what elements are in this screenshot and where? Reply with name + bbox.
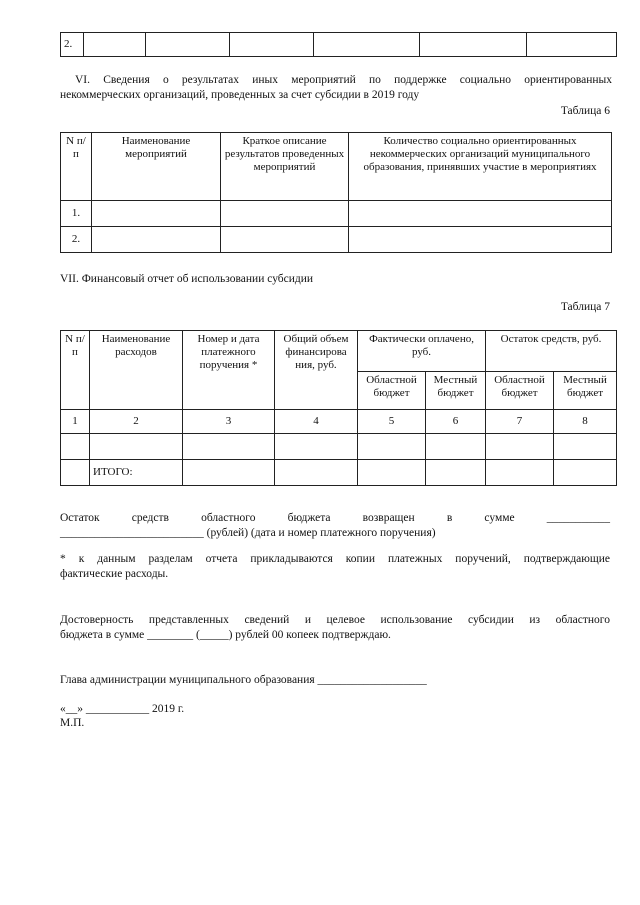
table-cell bbox=[358, 460, 426, 486]
attachments-note-line2: фактические расходы. bbox=[60, 568, 169, 580]
table7-col-number: 8 bbox=[554, 410, 617, 434]
table-cell bbox=[221, 227, 349, 253]
date-line: «__» ___________ 2019 г. bbox=[60, 703, 185, 715]
table-cell bbox=[426, 460, 486, 486]
remainder-returned-line1: Остаток средств областного бюджета возвращен в сумме ___________ bbox=[60, 512, 610, 524]
table-6 bbox=[60, 132, 612, 253]
confirmation-line1: Достоверность представленных сведений и целевое использование субсидии из областного bbox=[60, 614, 610, 626]
table7-col-number: 1 bbox=[61, 410, 90, 434]
table7-header-paid: Фактически оплачено, руб. bbox=[358, 331, 486, 372]
table-cell bbox=[146, 33, 230, 57]
table-cell bbox=[426, 434, 486, 460]
table7-header-remainder: Остаток средств, руб. bbox=[486, 331, 617, 372]
table-cell bbox=[486, 460, 554, 486]
table7-header-paid-regional: Областной бюджет bbox=[358, 372, 426, 410]
table-cell bbox=[92, 227, 221, 253]
table-row-number: 2. bbox=[61, 33, 84, 57]
table-cell bbox=[275, 460, 358, 486]
table6-header-num: N п/п bbox=[61, 133, 92, 201]
table-cell bbox=[230, 33, 314, 57]
table-cell bbox=[420, 33, 527, 57]
section6-heading-line1: VI. Сведения о результатах иных мероприятий по поддержке социально ориентированных bbox=[75, 74, 612, 86]
table7-col-number: 5 bbox=[358, 410, 426, 434]
table7-col-number: 6 bbox=[426, 410, 486, 434]
table7-col-number: 3 bbox=[183, 410, 275, 434]
table-cell bbox=[486, 434, 554, 460]
table6-header-description: Краткое описание результатов проведенных мероприятий bbox=[221, 133, 349, 201]
table7-total-label: ИТОГО: bbox=[90, 460, 183, 486]
table-cell bbox=[275, 434, 358, 460]
table6-header-count: Количество социально ориентированных некоммерческих организаций муниципального образования, принявших участие в мероприятиях bbox=[349, 133, 612, 201]
table7-header-remainder-local: Местный бюджет bbox=[554, 372, 617, 410]
section6-heading-line2: некоммерческих организаций, проведенных за счет субсидии в 2019 году bbox=[60, 89, 420, 101]
table-cell bbox=[183, 434, 275, 460]
table-cell bbox=[61, 434, 90, 460]
table-cell bbox=[314, 33, 420, 57]
previous-table-fragment bbox=[60, 32, 617, 57]
table-cell bbox=[92, 201, 221, 227]
confirmation-line2: бюджета в сумме ________ (_____) рублей 00 копеек подтверждаю. bbox=[60, 629, 391, 641]
table7-header-total: Общий объем финансирова ния, руб. bbox=[275, 331, 358, 410]
table-cell bbox=[349, 227, 612, 253]
table7-col-number: 7 bbox=[486, 410, 554, 434]
remainder-returned-line2: _________________________ (рублей) (дата и номер платежного поручения) bbox=[60, 527, 436, 539]
section7-heading: VII. Финансовый отчет об использовании субсидии bbox=[60, 273, 314, 285]
table7-col-number: 4 bbox=[275, 410, 358, 434]
table-cell bbox=[183, 460, 275, 486]
head-signature-line: Глава администрации муниципального образования ___________________ bbox=[60, 674, 427, 686]
table-7 bbox=[60, 330, 617, 486]
attachments-note-line1: * к данным разделам отчета прикладываются копии платежных поручений, подтверждающие bbox=[60, 553, 610, 565]
table7-header-payment: Номер и дата платежного поручения * bbox=[183, 331, 275, 410]
table6-label: Таблица 6 bbox=[560, 105, 610, 117]
table-cell bbox=[84, 33, 146, 57]
table-cell bbox=[349, 201, 612, 227]
table7-label: Таблица 7 bbox=[560, 301, 610, 313]
table-cell bbox=[554, 460, 617, 486]
table7-header-name: Наименование расходов bbox=[90, 331, 183, 410]
table6-row-number: 1. bbox=[61, 201, 92, 227]
stamp-place: М.П. bbox=[60, 717, 85, 729]
table-cell bbox=[221, 201, 349, 227]
table7-header-remainder-regional: Областной бюджет bbox=[486, 372, 554, 410]
table7-col-number: 2 bbox=[90, 410, 183, 434]
table-cell bbox=[358, 434, 426, 460]
table-cell bbox=[90, 434, 183, 460]
table-cell bbox=[527, 33, 617, 57]
table7-header-num: N п/п bbox=[61, 331, 90, 410]
table-cell bbox=[554, 434, 617, 460]
table6-row-number: 2. bbox=[61, 227, 92, 253]
table7-header-paid-local: Местный бюджет bbox=[426, 372, 486, 410]
table-cell bbox=[61, 460, 90, 486]
table6-header-name: Наименование мероприятий bbox=[92, 133, 221, 201]
